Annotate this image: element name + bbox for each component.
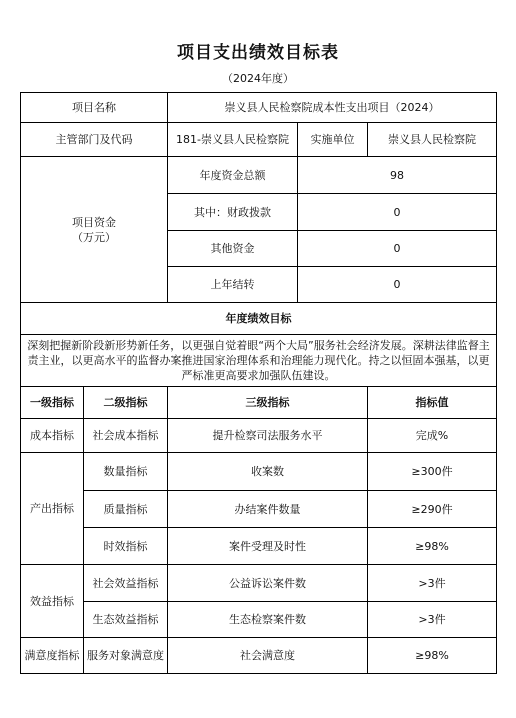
value-cell: >3件 (368, 602, 497, 638)
fund-row (21, 157, 497, 194)
level3-cell: 办结案件数量 (168, 491, 368, 528)
table-row (21, 419, 497, 453)
table-row (21, 453, 497, 491)
goal-header-row (21, 303, 497, 335)
value-cell: ≥300件 (368, 453, 497, 491)
table-subtitle: （2024年度） (222, 72, 294, 85)
level3-cell: 公益诉讼案件数 (168, 565, 368, 602)
level1-benefit: 效益指标 (21, 565, 84, 638)
level3-cell: 社会满意度 (168, 638, 368, 674)
project-name-label: 项目名称 (21, 93, 168, 123)
dept-row (21, 123, 497, 157)
header-level1: 一级指标 (21, 387, 84, 419)
dept-label: 主管部门及代码 (21, 123, 168, 157)
impl-value: 崇义县人民检察院 (368, 123, 497, 157)
goal-text-row (21, 335, 497, 387)
level2-cell: 社会成本指标 (84, 419, 168, 453)
level1-output: 产出指标 (21, 453, 84, 565)
value-cell: ≥98% (368, 638, 497, 674)
table-row (21, 602, 497, 638)
funds-label (21, 157, 168, 303)
table-row (21, 565, 497, 602)
value-cell: >3件 (368, 565, 497, 602)
goal-header: 年度绩效目标 (21, 303, 497, 335)
header-level3: 三级指标 (168, 387, 368, 419)
indicator-header-row (21, 387, 497, 419)
value-cell: 完成% (368, 419, 497, 453)
goal-text: 深刻把握新阶段新形势新任务，以更强自觉着眼“两个大局”服务社会经济发展。深耕法律监督主责主业，以更高水平的监督办案推进国家治理体系和治理能力现代化。持之以恒固本强基，以更严标准更高要求加强队伍建设。 (21, 335, 497, 387)
level2-cell: 数量指标 (84, 453, 168, 491)
level2-cell: 质量指标 (84, 491, 168, 528)
header-level2: 二级指标 (84, 387, 168, 419)
level3-cell: 生态检察案件数 (168, 602, 368, 638)
fund-value: 0 (298, 267, 497, 303)
level2-cell: 时效指标 (84, 528, 168, 565)
fund-label: 上年结转 (168, 267, 298, 303)
level3-cell: 提升检察司法服务水平 (168, 419, 368, 453)
table-row (21, 491, 497, 528)
level3-cell: 案件受理及时性 (168, 528, 368, 565)
fund-value: 0 (298, 194, 497, 231)
level2-cell: 服务对象满意度 (84, 638, 168, 674)
level1-satisfaction: 满意度指标 (21, 638, 84, 674)
fund-value: 98 (298, 157, 497, 194)
level1-cost: 成本指标 (21, 419, 84, 453)
table-row (21, 528, 497, 565)
impl-label: 实施单位 (298, 123, 368, 157)
header-value: 指标值 (368, 387, 497, 419)
fund-value: 0 (298, 231, 497, 267)
fund-label: 其中：财政拨款 (168, 194, 298, 231)
table-title: 项目支出绩效目标表 (177, 43, 339, 63)
level3-cell: 收案数 (168, 453, 368, 491)
fund-label: 年度资金总额 (168, 157, 298, 194)
project-name-row (21, 93, 497, 123)
project-name-value: 崇义县人民检察院成本性支出项目（2024） (168, 93, 497, 123)
dept-value: 181-崇义县人民检察院 (168, 123, 298, 157)
funds-label-text: 项目资金 （万元） (72, 215, 116, 244)
level2-cell: 生态效益指标 (84, 602, 168, 638)
performance-table (20, 92, 497, 674)
table-row (21, 638, 497, 674)
value-cell: ≥290件 (368, 491, 497, 528)
fund-label: 其他资金 (168, 231, 298, 267)
value-cell: ≥98% (368, 528, 497, 565)
level2-cell: 社会效益指标 (84, 565, 168, 602)
